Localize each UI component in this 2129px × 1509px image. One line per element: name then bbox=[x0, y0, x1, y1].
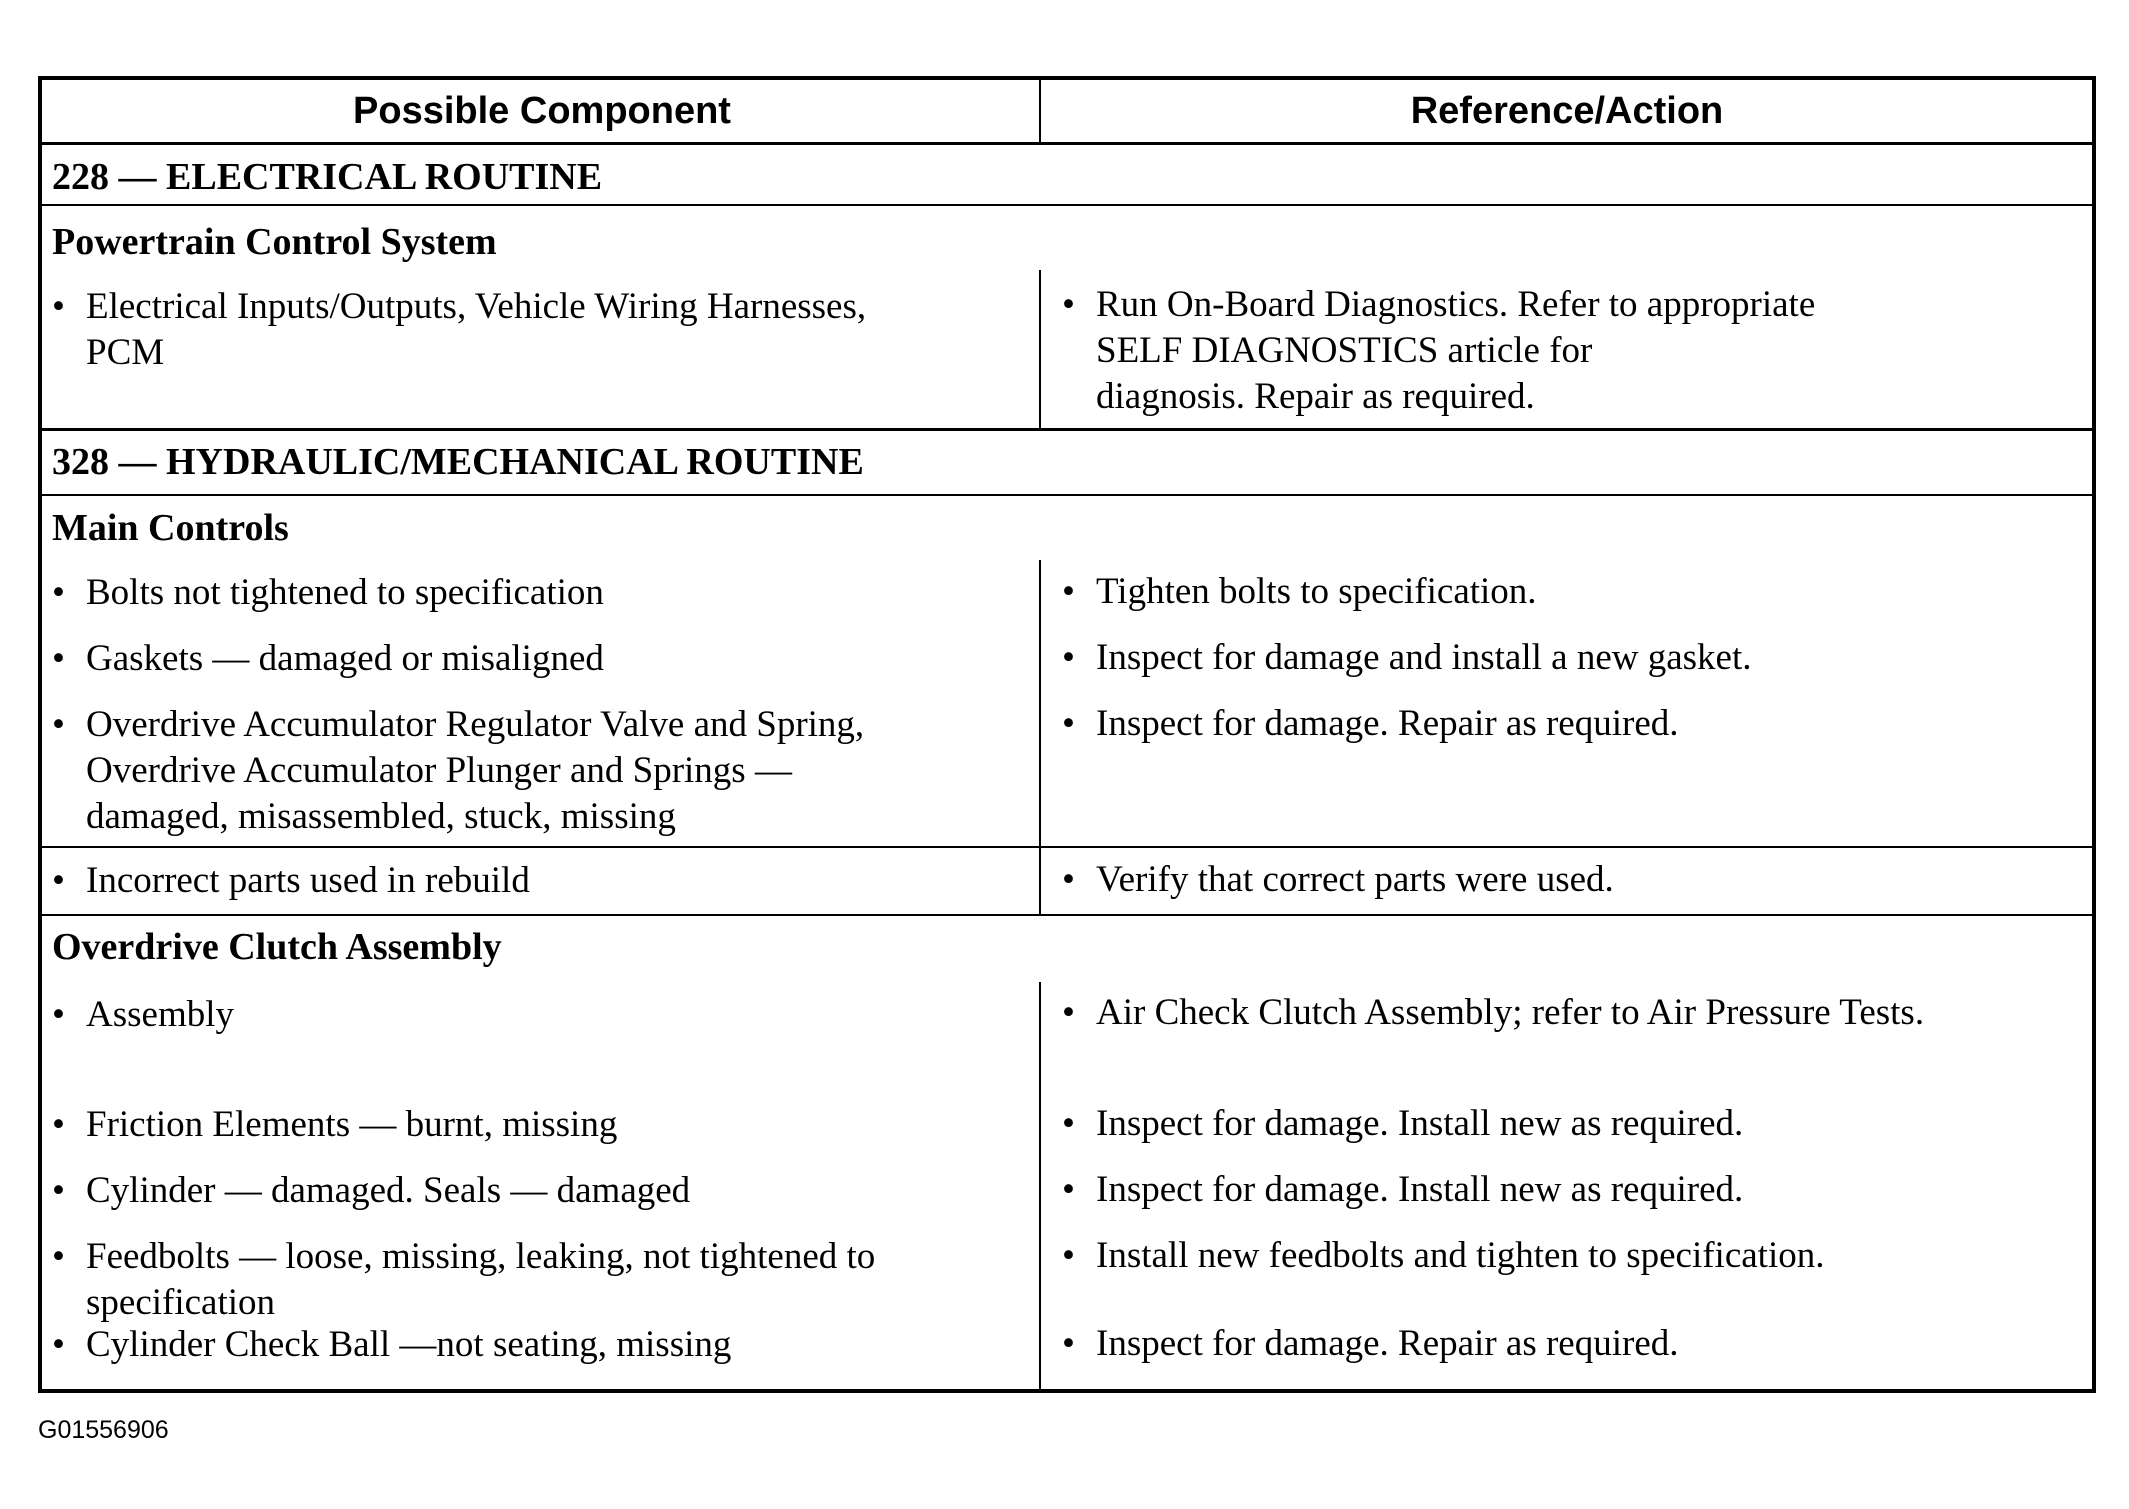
bullet: • bbox=[1062, 284, 1075, 325]
component-item: • Incorrect parts used in rebuild bbox=[52, 858, 1046, 904]
action-item: • Inspect for damage. Repair as required. bbox=[1062, 701, 2106, 747]
bullet: • bbox=[1062, 703, 1075, 744]
bullet: • bbox=[52, 638, 65, 679]
column-header-action: Reference/Action bbox=[1410, 89, 1724, 132]
bullet: • bbox=[1062, 1169, 1075, 1210]
bullet: • bbox=[52, 1324, 65, 1365]
row-divider bbox=[42, 914, 2092, 916]
bullet: • bbox=[52, 1104, 65, 1145]
section-title-main-controls: Main Controls bbox=[52, 507, 289, 549]
bullet: • bbox=[52, 860, 65, 901]
bullet: • bbox=[52, 1170, 65, 1211]
component-item: • Cylinder Check Ball —not seating, missing bbox=[52, 1322, 1046, 1368]
action-item: • Tighten bolts to specification. bbox=[1062, 569, 2106, 615]
action-item: • Inspect for damage. Install new as required. bbox=[1062, 1167, 2106, 1213]
action-item: • Inspect for damage. Install new as required. bbox=[1062, 1101, 2106, 1147]
action-item: • Install new feedbolts and tighten to specification. bbox=[1062, 1233, 2106, 1279]
component-item: • Feedbolts — loose, missing, leaking, not tightened to specification bbox=[52, 1236, 876, 1323]
component-item: • Cylinder — damaged. Seals — damaged bbox=[52, 1168, 1046, 1214]
component-item: • Electrical Inputs/Outputs, Vehicle Wiring Harnesses, PCM bbox=[52, 286, 867, 373]
action-item: • Inspect for damage. Repair as required. bbox=[1062, 1321, 2106, 1367]
component-item: • Bolts not tightened to specification bbox=[52, 570, 1046, 616]
action-item: • Verify that correct parts were used. bbox=[1062, 857, 2106, 903]
section-title-electrical-routine: 228 — ELECTRICAL ROUTINE bbox=[52, 156, 603, 198]
column-divider bbox=[1039, 80, 1041, 142]
bullet: • bbox=[1062, 1103, 1075, 1144]
section-title-hydraulic-mechanical-routine: 328 — HYDRAULIC/MECHANICAL ROUTINE bbox=[52, 441, 864, 483]
bullet: • bbox=[1062, 992, 1075, 1033]
header-divider bbox=[42, 142, 2092, 145]
bullet: • bbox=[52, 572, 65, 613]
section-title-powertrain-control: Powertrain Control System bbox=[52, 221, 497, 263]
bullet: • bbox=[52, 1236, 65, 1277]
bullet: • bbox=[1062, 571, 1075, 612]
bullet: • bbox=[1062, 1235, 1075, 1276]
diagnostic-table bbox=[38, 76, 2096, 1393]
component-item: • Gaskets — damaged or misaligned bbox=[52, 636, 1046, 682]
bullet: • bbox=[52, 704, 65, 745]
row-divider bbox=[42, 846, 2092, 848]
action-item: • Inspect for damage and install a new gasket. bbox=[1062, 635, 2106, 681]
bullet: • bbox=[1062, 1323, 1075, 1364]
row-divider bbox=[42, 494, 2092, 496]
row-divider bbox=[42, 204, 2092, 206]
component-item: • Overdrive Accumulator Regulator Valve and Spring, Overdrive Accumulator Plunger and Springs — damaged, misassembled, stuck, missing bbox=[52, 704, 865, 837]
action-item: • Air Check Clutch Assembly; refer to Air Pressure Tests. bbox=[1062, 990, 2106, 1036]
component-item: • Assembly bbox=[52, 992, 1046, 1038]
bullet: • bbox=[52, 994, 65, 1035]
bullet: • bbox=[1062, 637, 1075, 678]
column-header-component: Possible Component bbox=[353, 89, 731, 132]
bullet: • bbox=[52, 286, 65, 327]
row-divider bbox=[42, 428, 2092, 431]
component-item: • Friction Elements — burnt, missing bbox=[52, 1102, 1046, 1148]
bullet: • bbox=[1062, 859, 1075, 900]
figure-id: G01556906 bbox=[38, 1416, 169, 1444]
section-title-overdrive-clutch: Overdrive Clutch Assembly bbox=[52, 926, 502, 968]
action-item: • Run On-Board Diagnostics. Refer to appropriate SELF DIAGNOSTICS article for diagnosis. Repair as required. bbox=[1062, 284, 1816, 417]
